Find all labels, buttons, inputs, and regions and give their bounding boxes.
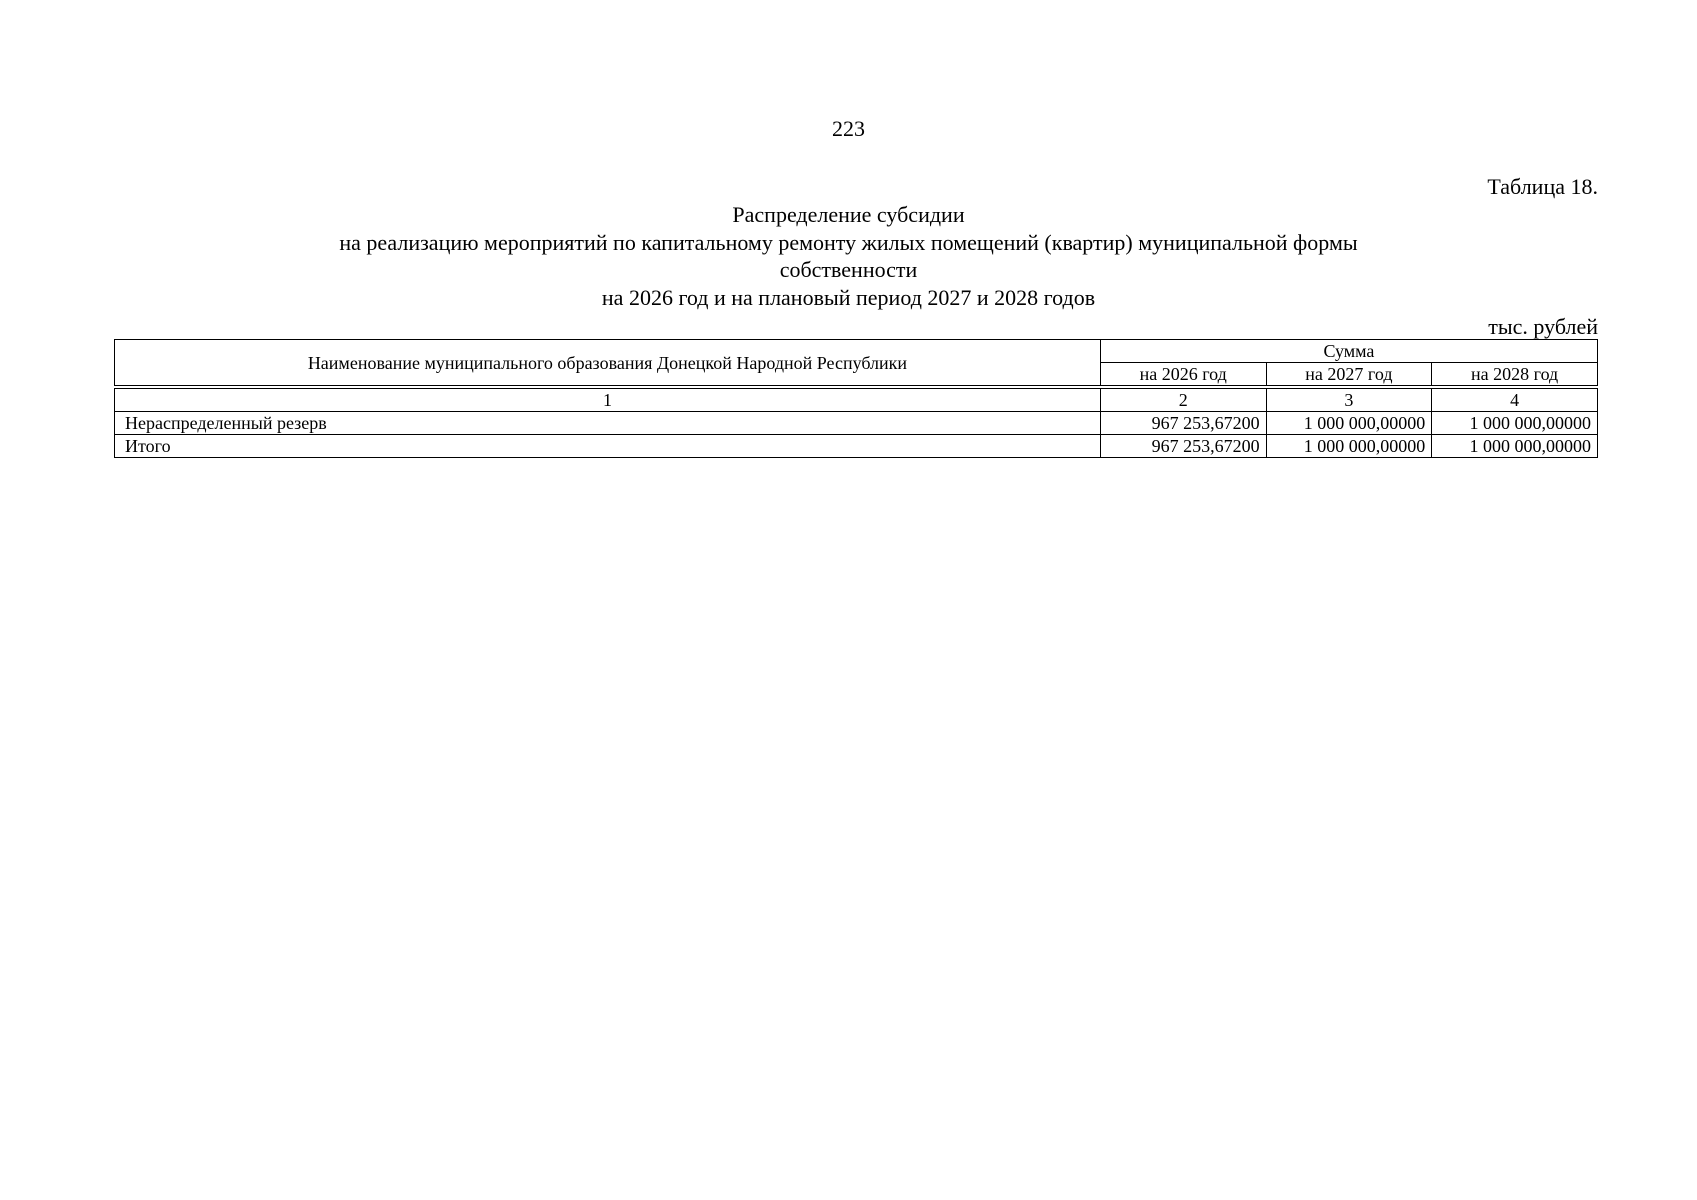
header-name-cell: Наименование муниципального образования Донецкой Народной Республики [115,340,1101,386]
row-name: Итого [115,435,1101,458]
title-line-3: собственности [779,257,918,282]
row-value-2027: 1 000 000,00000 [1266,412,1432,435]
column-number: 4 [1432,389,1598,412]
column-numbers-row [115,389,1598,412]
units-label: тыс. рублей [1488,314,1598,339]
document-title [250,201,1447,311]
column-number: 1 [115,389,1101,412]
row-value-2028: 1 000 000,00000 [1432,412,1598,435]
row-value-2026: 967 253,67200 [1100,412,1266,435]
subsidy-table [114,339,1598,458]
row-value-2027: 1 000 000,00000 [1266,435,1432,458]
table-row [115,412,1598,435]
header-year-2028: на 2028 год [1432,363,1598,386]
header-year-2026: на 2026 год [1100,363,1266,386]
table-row-total [115,435,1598,458]
title-line-1: Распределение субсидии [732,202,965,227]
column-number: 2 [1100,389,1266,412]
title-line-4: на 2026 год и на плановый период 2027 и 2028 годов [601,284,1096,310]
page-number: 223 [832,116,865,141]
column-number: 3 [1266,389,1432,412]
header-year-2027: на 2027 год [1266,363,1432,386]
row-name: Нераспределенный резерв [115,412,1101,435]
row-value-2028: 1 000 000,00000 [1432,435,1598,458]
row-value-2026: 967 253,67200 [1100,435,1266,458]
table-label: Таблица 18. [1487,174,1598,199]
table-header-row [115,340,1598,363]
header-sum-cell: Сумма [1100,340,1597,363]
title-line-2: на реализацию мероприятий по капитальному ремонту жилых помещений (квартир) муниципальной формы [339,229,1358,255]
